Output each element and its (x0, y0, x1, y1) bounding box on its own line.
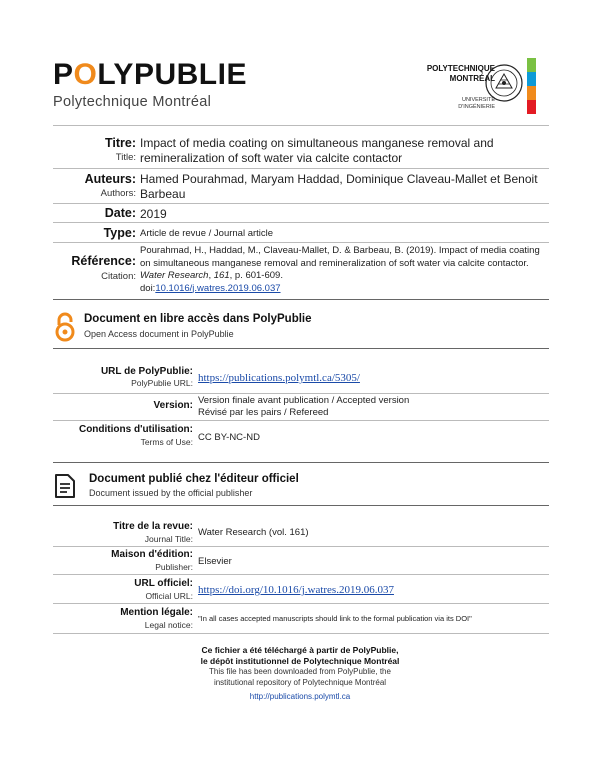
publisher-section-subtitle: Document issued by the official publisher (89, 488, 253, 498)
logo-subtitle: Polytechnique Montréal (53, 94, 212, 110)
title-label-en: Title: (115, 152, 136, 163)
colorbar-blue (527, 72, 536, 86)
colorbar-green (527, 58, 536, 72)
open-access-title: Document en libre accès dans PolyPublie (84, 313, 312, 325)
official-url-link[interactable]: https://doi.org/10.1016/j.watres.2019.06.037 (198, 584, 394, 596)
legal-notice-value: "In all cases accepted manuscripts should link to the formal publication via its DOI" (198, 614, 472, 623)
reference-label-en: Citation: (101, 271, 136, 282)
polypublie-url-label-fr: URL de PolyPublie: (100, 366, 193, 377)
open-access-lock-icon (54, 312, 76, 342)
title-label-fr: Titre: (104, 136, 136, 150)
divider (53, 299, 549, 300)
polypublie-logo (53, 60, 247, 90)
divider (53, 462, 549, 463)
divider (53, 603, 549, 604)
reference-volume: 161 (213, 270, 230, 281)
divider (53, 168, 549, 169)
divider (53, 222, 549, 223)
divider (53, 633, 549, 634)
terms-label-en: Terms of Use: (140, 437, 193, 447)
logo-letter-p: P (53, 58, 74, 91)
terms-label-fr: Conditions d'utilisation: (78, 424, 193, 435)
reference-label-fr: Référence: (71, 254, 136, 268)
legal-notice-label-fr: Mention légale: (120, 607, 193, 618)
authors-label-en: Authors: (100, 188, 136, 199)
publisher-label-fr: Maison d'édition: (111, 549, 193, 560)
divider (53, 393, 549, 394)
inst-small2: D'INGÉNIERIE (458, 103, 495, 110)
publisher-label-en: Publisher: (155, 562, 193, 572)
inst-small1: UNIVERSITÉ (461, 97, 495, 103)
official-url-label-fr: URL officiel: (134, 578, 193, 589)
inst-line1: POLYTECHNIQUE (426, 64, 495, 73)
footer-french (0, 645, 600, 667)
version-label: Version: (153, 400, 193, 411)
footer-en-line2: institutional repository of Polytechnique Montréal (213, 677, 387, 687)
footer-url-link[interactable]: http://publications.polymtl.ca (249, 692, 351, 701)
reference-pages: , p. 601-609. (229, 270, 283, 281)
type-label: Type: (103, 226, 136, 240)
version-line1: Version finale avant publication / Accepted version (198, 395, 410, 406)
divider (53, 574, 549, 575)
reference-journal: Water Research (140, 270, 209, 281)
legal-notice-label-en: Legal notice: (144, 620, 193, 630)
authors-value: Hamed Pourahmad, Maryam Haddad, Dominique Claveau-Mallet et Benoit Barbeau (140, 172, 538, 201)
footer-fr-line2: le dépôt institutionnel de Polytechnique Montréal (200, 656, 400, 666)
logo-lock-o: O (73, 58, 98, 91)
authors-label-fr: Auteurs: (84, 172, 136, 186)
terms-value: CC BY-NC-ND (198, 432, 260, 443)
polytechnique-seal-icon (484, 62, 524, 104)
polypublie-url-label-en: PolyPublie URL: (131, 378, 193, 388)
reference-doi-prefix: doi: (140, 282, 156, 294)
journal-title-label-fr: Titre de la revue: (113, 521, 193, 532)
divider (53, 546, 549, 547)
logo-rest: LYPUBLIE (97, 58, 247, 91)
journal-title-value: Water Research (vol. 161) (198, 527, 309, 538)
divider (53, 203, 549, 204)
divider (53, 125, 549, 126)
version-value (198, 395, 409, 418)
divider (53, 505, 549, 506)
version-line2: Révisé par les pairs / Refereed (198, 406, 329, 418)
colorbar-orange (527, 86, 536, 100)
reference-doi-link[interactable]: 10.1016/j.watres.2019.06.037 (155, 282, 281, 294)
reference-value (140, 245, 552, 295)
footer-english (0, 667, 600, 688)
date-value: 2019 (140, 207, 167, 221)
inst-line2: MONTRÉAL (449, 74, 495, 83)
publisher-section-title: Document publié chez l'éditeur officiel (89, 473, 299, 485)
footer-en-line1: This file has been downloaded from PolyPublie, the (209, 667, 391, 676)
date-label: Date: (104, 206, 136, 220)
reference-text: Pourahmad, H., Haddad, M., Claveau-Mallet, D. & Barbeau, B. (2019). Impact of media coating on simultaneous manganese removal and remineralization of soft water via calcite contactor. (140, 245, 540, 269)
page-header (0, 0, 600, 120)
polytechnique-logo-text (400, 64, 495, 110)
journal-title-label-en: Journal Title: (144, 534, 193, 544)
document-icon (54, 473, 76, 499)
divider (53, 348, 549, 349)
divider (53, 420, 549, 421)
publisher-value: Elsevier (198, 556, 232, 567)
title-value: Impact of media coating on simultaneous manganese removal and remineralization of soft water via calcite contactor (140, 136, 494, 165)
colorbar-red (527, 100, 536, 114)
type-value: Article de revue / Journal article (140, 228, 274, 239)
polypublie-url-link[interactable]: https://publications.polymtl.ca/5305/ (198, 372, 360, 384)
divider (53, 242, 549, 243)
reference-sep: , (208, 270, 212, 281)
open-access-subtitle: Open Access document in PolyPublie (84, 329, 234, 339)
polytechnique-colorbar (527, 58, 536, 114)
official-url-label-en: Official URL: (145, 591, 193, 601)
footer-fr-line1: Ce fichier a été téléchargé à partir de PolyPublie, (201, 645, 399, 655)
